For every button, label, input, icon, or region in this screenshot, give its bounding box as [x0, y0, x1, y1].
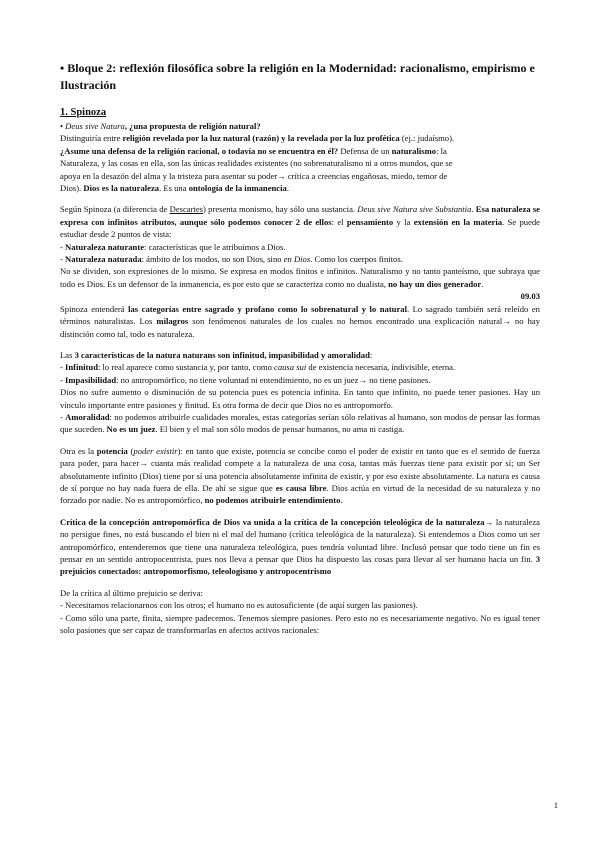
text-line — [60, 253, 540, 265]
text-line: Dios no sufre aumento o disminución de su potencia pues es potencia infinita. En tanto que infinito, no puede tener pasiones. Hay un vínculo importante entre pasiones y finitud. Es otra forma de decir que Dios no es antropomorfo. — [60, 387, 540, 410]
text-span: y la — [393, 216, 414, 227]
bold-text: 3 prejuicios conectados: antropomorfismo, teleologismo y antropocentrismo — [60, 554, 540, 577]
text-span: de existencia necesaria, indivisible, eterna. — [306, 362, 456, 373]
text-line: - Necesitamos relacionarnos con los otros; el humano no es autosuficiente (de aquí surgen las pasiones). — [60, 600, 418, 611]
text-line: De la crítica al último prejuicio se deriva: — [60, 587, 203, 598]
paragraph-prejuicio — [60, 587, 540, 637]
section-heading-spinoza: 1. Spinoza — [60, 107, 107, 118]
text-line — [60, 182, 540, 194]
text-span: : características que le atribuimos a Dios. — [144, 241, 286, 252]
bold-text: 3 características de la natura naturans son infinitud, impasibilidad y amoralidad — [74, 349, 370, 360]
dash: - — [60, 411, 66, 422]
text-span: → la naturaleza no persigue fines, no está buscando el bien ni el mal del humano (crítica teleológica de la naturaleza). Si entendemos a Dios como un ser antropomórfico, entenderemos que tiene una naturaleza teleológica, pues tendría voluntad libre. Inclusó pensar que todo tiene un fin es pensar en un sentido antropocentrista, pues nos lleva a pensar que Dios ha dispuesto las cosas para llevar al ser humano hacia un fin. — [60, 516, 540, 564]
paragraph-critica — [60, 516, 540, 578]
text-span: No se dividen, son expresiones de lo mismo. Se expresa en modos finitos e infinitos. Naturalismo y no tanto panteísmo, que subraya que todo es Dios. Es un defensor de la inmanencia, es por esto que se caracteriza como no dualista, — [60, 266, 540, 289]
text-span: . Lo sagrado también será releído en términos naturalistas. Los — [60, 303, 540, 327]
underlined-name: Descartes — [169, 204, 204, 215]
italic-term: Deus sive Natura sive Substantia — [357, 204, 472, 215]
text-span: Distinguiría entre — [60, 133, 123, 144]
bold-text: las categorías entre sagrado y profano como lo sobrenatural y lo natural — [128, 303, 407, 314]
bold-term: pensamiento — [346, 216, 394, 227]
bold-text: Esa naturaleza se expresa con infinitos atributos, aunque sólo podemos conocer 2 de ellos — [60, 204, 540, 227]
bullet: • — [60, 121, 66, 131]
document-title: • Bloque 2: reflexión filosófica sobre la religión en la Modernidad: racionalismo, empirismo e Ilustración — [60, 61, 535, 92]
text-span: . — [286, 183, 289, 194]
text-span: Defensa de un — [338, 145, 392, 156]
text-line — [60, 361, 540, 373]
page-number: 1 — [553, 800, 558, 810]
bold-text: religión revelada por la luz natural (razón) y la revelada por la luz profética — [122, 133, 400, 144]
text-span: : ámbito de los modos, no son Dios, sino — [141, 254, 284, 265]
text-span: : la — [436, 145, 447, 156]
text-span: son fenómenos naturales de los cuales no hemos encontrado una explicación natural→ no hay distinción como tal, todo es naturaleza. — [60, 316, 540, 339]
text-span: . — [481, 278, 484, 289]
text-span: : lo real aparece como sustancia y, por tanto, como — [97, 362, 275, 373]
dash: - — [60, 362, 66, 373]
paragraph-intro — [60, 120, 540, 194]
italic-term: Deus sive Natura — [65, 121, 125, 131]
bold-term: extensión en la materia — [413, 216, 503, 227]
bold-question: , ¿una propuesta de religión natural? — [124, 121, 261, 131]
text-span: : el — [331, 216, 347, 227]
text-span: . El bien y el mal son sólo modos de pensar humanos, no ama ni castiga. — [155, 424, 405, 435]
text-span: . Es una — [159, 183, 189, 194]
bold-term: potencia — [96, 445, 128, 456]
text-line — [60, 411, 540, 436]
text-line — [60, 374, 540, 386]
text-span: Dios). — [60, 183, 84, 194]
document-page — [60, 60, 540, 636]
italic-term: causa sui — [274, 362, 307, 373]
text-span: . Se puede estudiar desde 2 puntos de vista: — [60, 216, 540, 240]
bold-term: Naturaleza naturada — [65, 254, 142, 265]
bold-term: Amoralidad — [65, 411, 110, 422]
bold-text: no hay un dios generador — [385, 278, 482, 289]
text-line: Naturaleza, y las cosas en ella, son las únicas realidades existentes (no sobrenaturalismo ni a otros mundos, que se — [60, 158, 453, 169]
bold-term: Infinitud — [65, 362, 98, 373]
bold-text: no podemos atribuirle entendimiento — [204, 495, 341, 506]
bold-text: Dios es la naturaleza — [83, 183, 160, 194]
text-span: . Como los cuerpos finitos. — [310, 254, 403, 265]
bold-text: ontología de la inmanencia — [188, 183, 287, 194]
text-line — [60, 120, 540, 132]
bold-text: es causa libre — [275, 482, 327, 493]
bold-question: ¿Asume una defensa de la religión racional, o todavía no se encuentra en él? — [60, 145, 339, 156]
date-label: 09.03 — [520, 291, 540, 302]
dash: - — [60, 374, 66, 385]
text-span: ): en tanto que existe, potencia se concibe como el poder de existir en tanto que es el sentido de fuerza para poder, para hacer→ cuanta más realidad compete a la naturaleza de una cosa, tantas más fuerzas tiene para existir por sí; un Ser absolutamente infinito (Dios) tiene por sí una potencia absolutamente infinita de existir, y por eso existe absolutamente. La natura es causa de sí porque no hay nada fuera de ella. De ahí se sigue que — [60, 445, 540, 493]
text-span: ( — [127, 445, 134, 456]
text-line — [60, 265, 540, 290]
text-line — [60, 132, 540, 144]
paragraph-monism — [60, 203, 540, 240]
text-span: Otra es la — [60, 445, 97, 456]
italic-term: poder existir — [133, 445, 178, 456]
text-span: Las — [60, 349, 75, 360]
text-line — [60, 241, 540, 253]
bold-term: milagros — [156, 316, 189, 327]
bold-text: Crítica de la concepción antropomórfica de Dios va unida a la crítica de la concepción teleológica de la naturaleza — [60, 516, 485, 527]
text-line — [60, 145, 540, 157]
bold-term: Naturaleza naturante — [65, 241, 145, 252]
dash: - — [60, 241, 66, 252]
bold-term: naturalismo — [391, 145, 437, 156]
dash: - — [60, 254, 66, 265]
text-span: (ej.: judaísmo). — [399, 133, 455, 144]
text-span: : — [369, 349, 373, 360]
italic-term: en Dios — [283, 254, 311, 265]
text-line: - Como sólo una parte, finita, siempre padecemos. Tenemos siempre pasiones. Pero esto no es necesariamente negativo. No es igual tener solo pasiones que ser capaz de transformarlas en afectos activos racionales: — [60, 612, 540, 636]
bold-term: Impasibilidad — [65, 374, 117, 385]
text-span: . Dios actúa en virtud de la necesidad de su naturaleza y no forzado por nadie. No es antropomórfico, — [60, 482, 541, 506]
text-span: . — [471, 204, 476, 215]
text-span: ) presenta monismo, hay sólo una sustancia. — [203, 204, 358, 215]
text-span: : no antropomórfico, no tiene voluntad ni entendimiento, no es un juez→ no tiene pasiones. — [116, 374, 431, 385]
paragraph-potencia — [60, 445, 540, 507]
text-line — [60, 349, 540, 361]
text-line: apoya en la desazón del alma y la tristeza para asentar su poder→ crítica a creencias engañosas, miedo, temor de — [60, 170, 448, 181]
text-span: Spinoza entenderá — [60, 303, 129, 314]
text-span: : no podemos atribuirle cualidades morales, estas categorías serían sólo relativas al humano, son modos de pensar las formas que suceden. — [60, 411, 540, 435]
paragraph-sagrado — [60, 303, 540, 340]
bold-text: No es un juez — [106, 424, 156, 435]
text-span: . — [340, 495, 343, 506]
text-span: Según Spinoza (a diferencia de — [60, 204, 170, 215]
paragraph-caracteristicas — [60, 349, 540, 436]
paragraph-natura — [60, 241, 540, 291]
